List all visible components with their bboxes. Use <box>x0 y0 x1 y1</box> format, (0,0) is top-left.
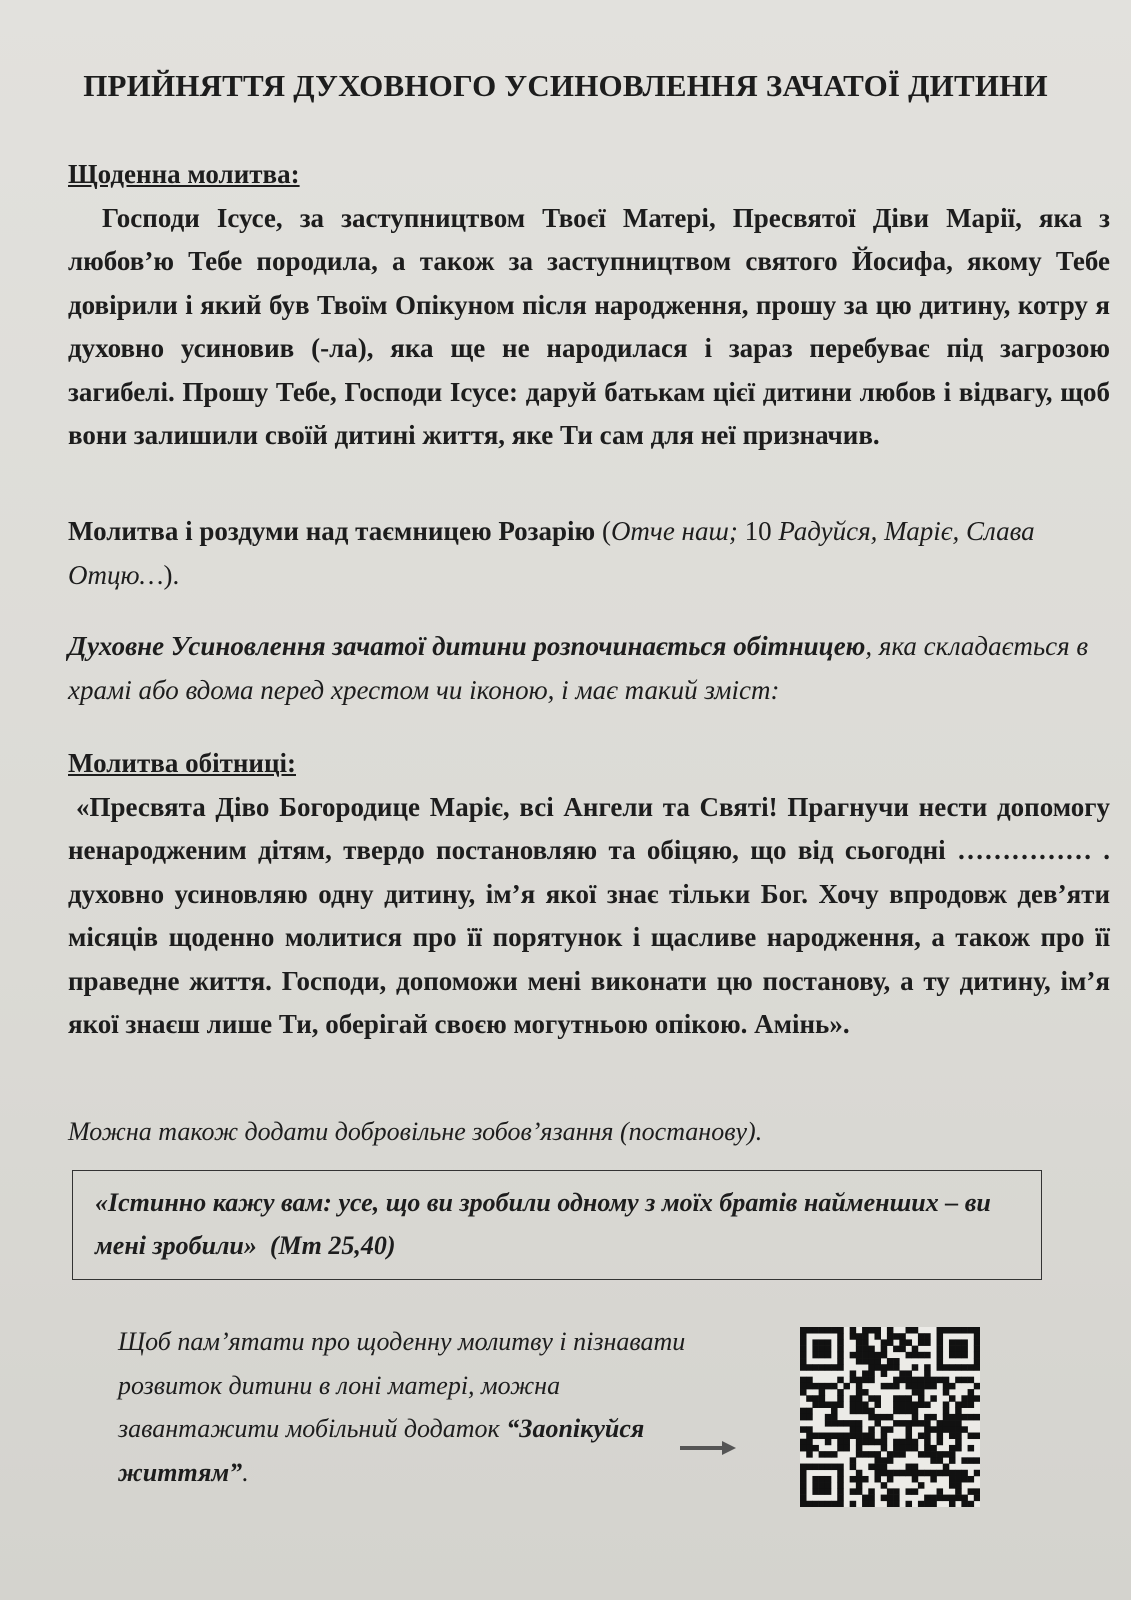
adoption-intro-paragraph <box>68 625 1110 712</box>
vow-prayer-section <box>68 742 1110 1047</box>
qr-code-icon[interactable] <box>800 1327 980 1507</box>
scripture-quote-reference: (Мт 25,40) <box>269 1231 396 1260</box>
daily-prayer-text: Господи Ісусе, за заступництвом Твоєї Матері, Пресвятої Діви Марії, яка з любов’ю Тебе породила, а також за заступництвом святого Йосифа, якому Тебе довірили і який був Твоїм Опікуном після народження, прошу за цю дитину, котру я духовно усиновив (-ла), яка ще не народилася і зараз перебуває під загрозою загибелі. Прошу Тебе, Господи Ісусе: даруй батькам цієї дитини любов і відвагу, щоб вони залишили своїй дитині життя, яке Ти сам для неї призначив. <box>68 202 1110 450</box>
rosary-hail-mary-glory: Радуйся, Маріє, Слава Отцю… <box>68 516 1035 590</box>
scripture-quote-text: «Істинно кажу вам: усе, що ви зробили одному з моїх братів найменших – ви мені зробили» <box>95 1188 991 1260</box>
daily-prayer-heading: Щоденна молитва: <box>68 159 300 189</box>
app-promo-body: Щоб пам’ятати про щоденну молитву і пізнавати розвиток дитини в лоні матері, можна завантажити мобільний додаток <box>118 1327 686 1443</box>
app-promo-end: . <box>242 1457 249 1487</box>
rosary-open-paren: ( <box>595 516 611 546</box>
document-title: ПРИЙНЯТТЯ ДУХОВНОГО УСИНОВЛЕННЯ ЗАЧАТОЇ ДИТИНИ <box>83 68 1048 103</box>
app-name: “Заопікуйся життям” <box>118 1414 645 1487</box>
daily-prayer-section <box>68 153 1110 458</box>
arrow-right-icon <box>680 1438 736 1458</box>
rosary-title: Молитва і роздуми над таємницею Розарію <box>68 516 596 546</box>
optional-commitment-note: Можна також додати добровільне зобов’язання (постанову). <box>68 1117 763 1146</box>
rosary-paragraph <box>68 510 1110 597</box>
rosary-count: 10 <box>737 516 779 546</box>
scripture-quote-box <box>72 1170 1042 1280</box>
rosary-our-father: Отче наш; <box>610 516 738 546</box>
adoption-intro-bold: Духовне Усиновлення зачатої дитини розпочинається обітницею <box>68 631 866 661</box>
vow-prayer-heading: Молитва обітниці: <box>68 748 296 778</box>
vow-prayer-text: «Пресвята Діво Богородице Маріє, всі Ангели та Святі! Прагнучи нести допомогу ненародженим дітям, твердо постановляю та обіцяю, що від сьогодні …………… . духовно усиновляю одну дитину, ім’я якої знає тільки Бог. Хочу впродовж дев’яти місяців щоденно молитися про її порятунок і щасливе народження, а також про її праведне життя. Господи, допоможи мені виконати цю постанову, а ту дитину, ім’я якої знаєш лише Ти, оберігай своєю могутньою опікою. Амінь». <box>68 791 1110 1039</box>
rosary-close-paren: ). <box>163 559 180 590</box>
adoption-intro-rest: , яка складається в храмі або вдома перед хрестом чи іконою, і має такий зміст: <box>68 631 1089 705</box>
app-promo-text <box>118 1320 698 1494</box>
